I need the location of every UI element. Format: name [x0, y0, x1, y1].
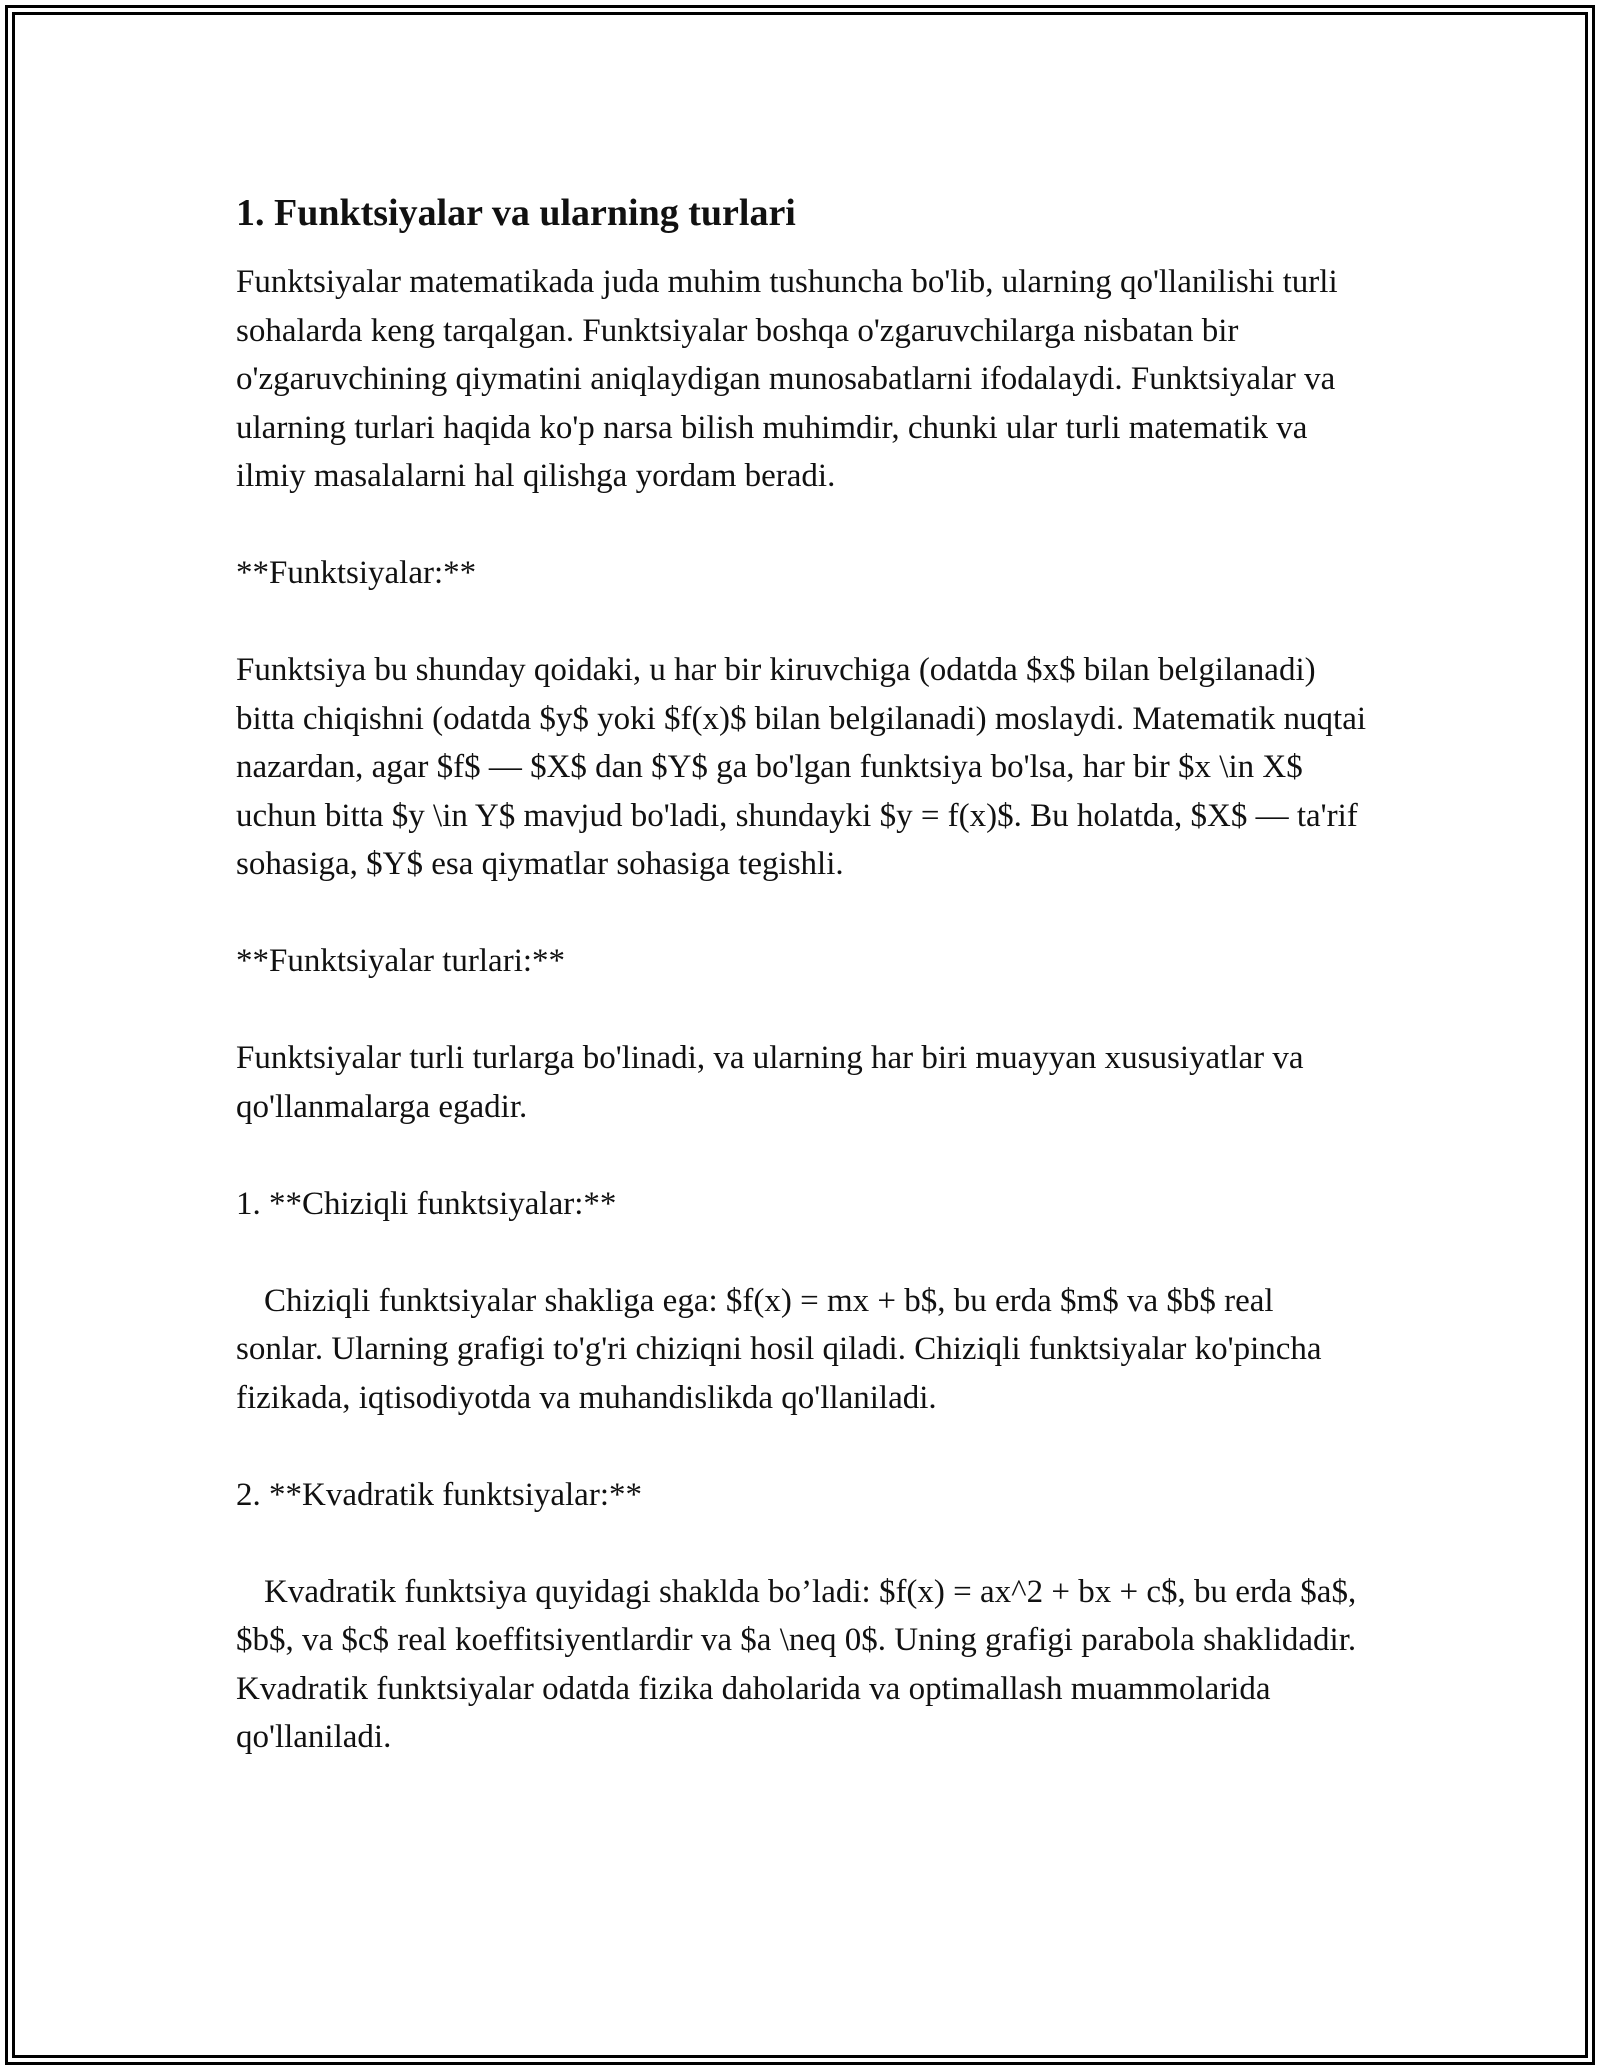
intro-paragraph: Funktsiyalar matematikada juda muhim tushuncha bo'lib, ularning qo'llanilishi turli sohalarda keng tarqalgan. Funktsiyalar boshqa o'zgaruvchilarga nisbatan bir o'zgaruvchining qiymatini aniqlaydigan munosabatlarni ifodalaydi. Funktsiyalar va ularning turlari haqida ko'p narsa bilish muhimdir, chunki ular turli matematik va ilmiy masalalarni hal qilishga yordam beradi. — [236, 264, 1338, 494]
definition-paragraph: Funktsiya bu shunday qoidaki, u har bir kiruvchiga (odatda $x$ bilan belgilanadi) bitta chiqishni (odatda $y$ yoki $f(x)$ bilan belgilanadi) moslaydi. Matematik nuqtai nazardan, agar $f$ — $X$ dan $Y$ ga bo'lgan funktsiya bo'lsa, har bir $x \in X$ uchun bitta $y \in Y$ mavjud bo'ladi, shundayki $y = f(x)$. Bu holatda, $X$ — ta'rif sohasiga, $Y$ esa qiymatlar sohasiga tegishli. — [236, 652, 1367, 882]
section-heading-functions: **Funktsiyalar:** — [236, 555, 477, 591]
types-intro-paragraph: Funktsiyalar turli turlarga bo'linadi, va ularning har biri muayyan xususiyatlar va qo'llanmalarga egadir. — [236, 1040, 1304, 1125]
list-item-quadratic-heading: 2. **Kvadratik funktsiyalar:** — [236, 1476, 642, 1513]
document-title: 1. Funktsiyalar va ularning turlari — [236, 192, 796, 234]
list-item-linear-heading: 1. **Chiziqli funktsiyalar:** — [236, 1185, 617, 1222]
quadratic-functions-paragraph: Kvadratik funktsiya quyidagi shaklda bo’ladi: $f(x) = ax^2 + bx + c$, bu erda $a$, $b$, va $c$ real koeffitsiyentlardir va $a \neq 0$. Uning grafigi parabola shaklidadir. Kvadratik funktsiyalar odatda fizika daholarida va optimallash muammolarida qo'llaniladi. — [236, 1573, 1357, 1755]
document-body — [236, 180, 1366, 1762]
section-heading-function-types: **Funktsiyalar turlari:** — [236, 943, 566, 979]
linear-functions-paragraph: Chiziqli funktsiyalar shakliga ega: $f(x) = mx + b$, bu erda $m$ va $b$ real sonlar. Ularning grafigi to'g'ri chiziqni hosil qiladi. Chiziqli funktsiyalar ko'pincha fizikada, iqtisodiyotda va muhandislikda qo'llaniladi. — [236, 1282, 1322, 1416]
